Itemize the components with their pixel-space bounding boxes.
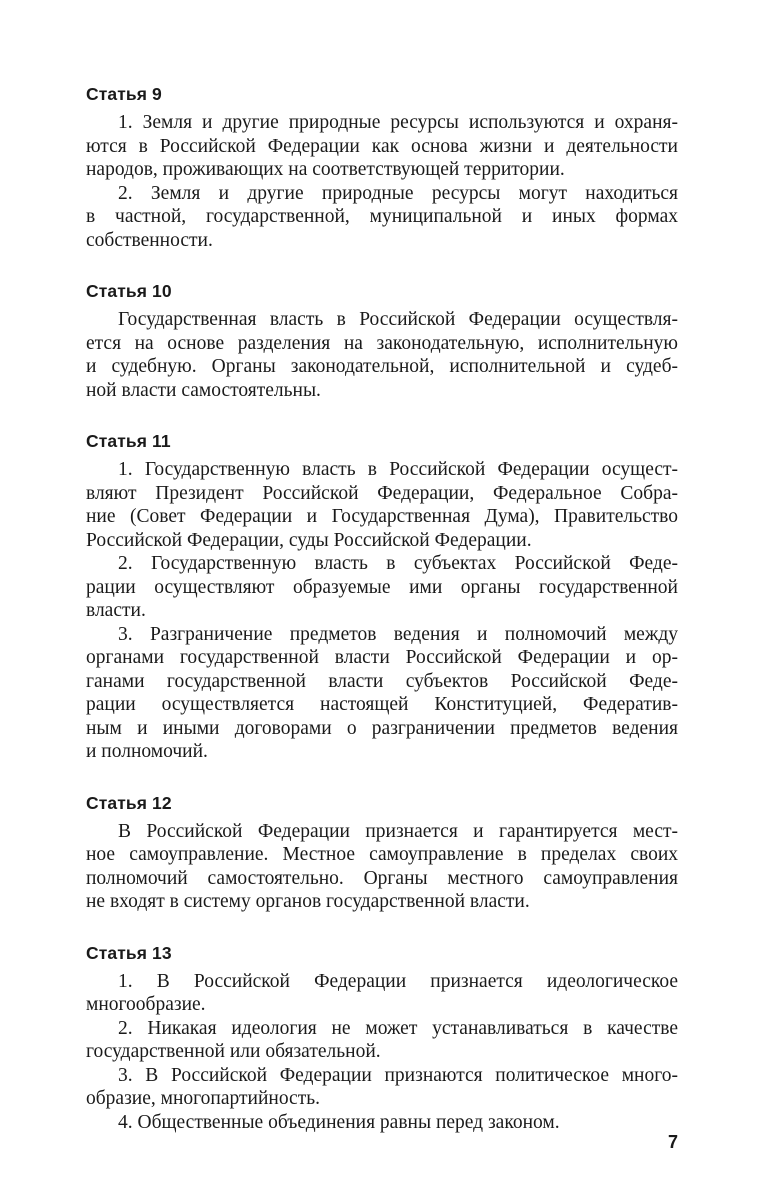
article-10 xyxy=(86,279,678,402)
paragraph xyxy=(86,111,678,182)
article-title: Статья 10 xyxy=(86,281,172,301)
text-line: ное самоуправление. Местное самоуправление в пределах своих xyxy=(86,844,678,865)
paragraph xyxy=(86,1017,678,1064)
text-line: многообразие. xyxy=(86,994,206,1015)
document-page xyxy=(86,82,678,1161)
text-line: 1. В Российской Федерации признается идеологическое xyxy=(118,970,678,992)
paragraph xyxy=(86,970,678,1017)
article-12 xyxy=(86,791,678,914)
paragraph xyxy=(86,552,678,623)
text-line: 2. Земля и другие природные ресурсы могут находиться xyxy=(118,182,678,204)
article-title: Статья 13 xyxy=(86,942,172,963)
text-line: ной власти самостоятельны. xyxy=(86,379,321,401)
text-line: полномочий самостоятельно. Органы местного самоуправления xyxy=(86,867,678,889)
page-number: 7 xyxy=(667,1132,678,1152)
paragraph xyxy=(86,623,678,764)
text-line: 1. Государственную власть в Российской Федерации осущест- xyxy=(118,459,678,480)
text-line: органами государственной власти Российской Федерации и ор- xyxy=(86,647,678,668)
text-line: образие, многопартийность. xyxy=(86,1088,320,1109)
text-line: 3. Разграничение предметов ведения и полномочий между xyxy=(118,623,678,645)
text-line: вляют Президент Российской Федерации, Федеральное Собра- xyxy=(86,482,678,504)
text-line: ным и иными договорами о разграничении предметов ведения xyxy=(86,717,678,739)
text-line: Государственная власть в Российской Федерации осуществля- xyxy=(118,309,678,330)
article-11 xyxy=(86,429,678,764)
text-line: государственной или обязательной. xyxy=(86,1041,381,1062)
text-line: 1. Земля и другие природные ресурсы используются и охраня- xyxy=(118,112,678,133)
article-title: Статья 9 xyxy=(86,84,162,104)
text-line: и полномочий. xyxy=(86,741,208,762)
text-line: и судебную. Органы законодательной, исполнительной и судеб- xyxy=(86,356,678,377)
text-line: собственности. xyxy=(86,229,213,251)
article-title: Статья 12 xyxy=(86,792,172,813)
text-line: власти. xyxy=(86,600,146,621)
paragraph xyxy=(86,458,678,552)
text-line: Российской Федерации, суды Российской Федерации. xyxy=(86,529,532,551)
paragraph xyxy=(86,1111,678,1135)
article-13 xyxy=(86,941,678,1135)
article-9 xyxy=(86,82,678,252)
text-line: не входят в систему органов государственной власти. xyxy=(86,891,530,912)
text-line: ется на основе разделения на законодательную, исполнительную xyxy=(86,332,678,354)
article-title: Статья 11 xyxy=(86,431,171,451)
text-line: 2. Никакая идеология не может устанавливаться в качестве xyxy=(118,1017,678,1039)
text-line: народов, проживающих на соответствующей территории. xyxy=(86,159,565,180)
text-line: ние (Совет Федерации и Государственная Дума), Правительство xyxy=(86,506,678,527)
text-line: ганами государственной власти субъектов Российской Феде- xyxy=(86,670,678,692)
text-line: в частной, государственной, муниципальной и иных формах xyxy=(86,206,678,227)
text-line: 4. Общественные объединения равны перед законом. xyxy=(118,1111,560,1133)
text-line: рации осуществляют образуемые ими органы государственной xyxy=(86,576,678,598)
text-line: ются в Российской Федерации как основа жизни и деятельности xyxy=(86,135,678,157)
text-line: 2. Государственную власть в субъектах Российской Феде- xyxy=(118,553,678,574)
text-line: 3. В Российской Федерации признаются политическое много- xyxy=(118,1064,678,1086)
text-line: В Российской Федерации признается и гарантируется мест- xyxy=(118,820,678,842)
paragraph xyxy=(86,1064,678,1111)
paragraph xyxy=(86,308,678,402)
paragraph xyxy=(86,820,678,914)
paragraph xyxy=(86,182,678,253)
text-line: рации осуществляется настоящей Конституцией, Федератив- xyxy=(86,694,678,715)
